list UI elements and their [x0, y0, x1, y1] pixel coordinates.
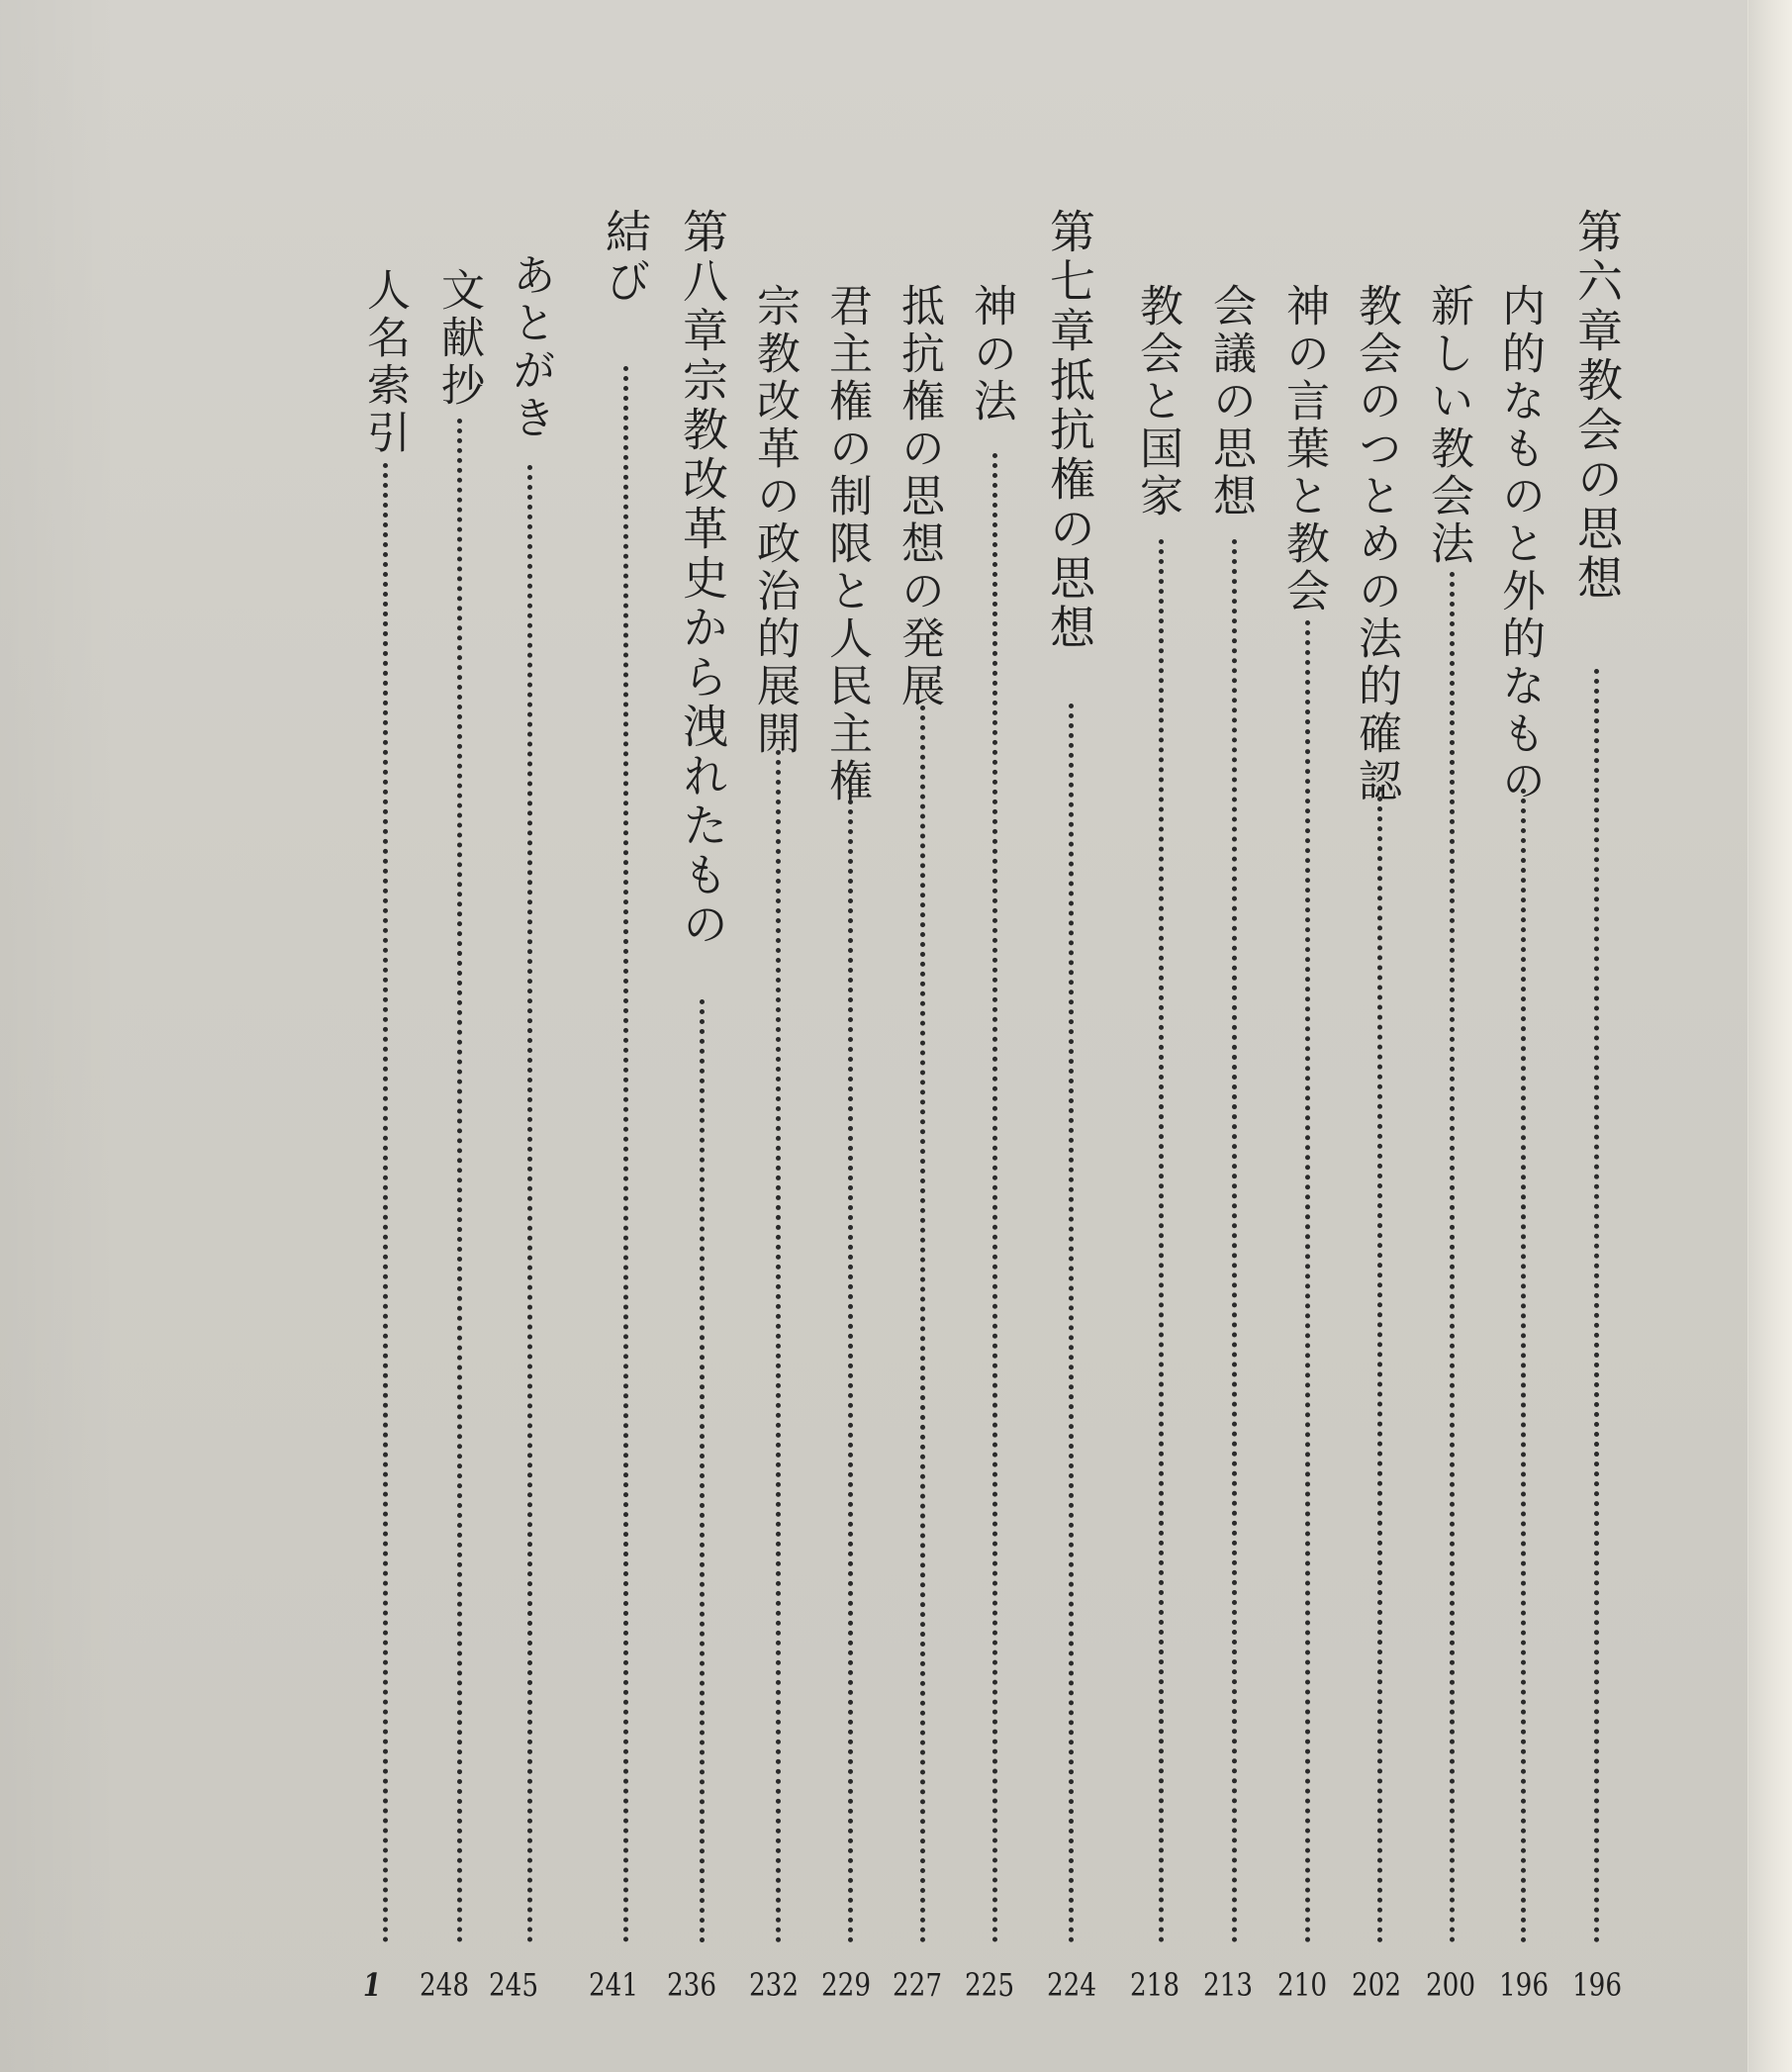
page-number: 210 [1276, 1966, 1328, 2004]
dot-leader [1069, 704, 1074, 1943]
page-number: 213 [1202, 1966, 1254, 2004]
dot-leader [1377, 787, 1382, 1943]
chapter-number: 第六章 [1570, 208, 1624, 356]
page-number: 196 [1571, 1966, 1623, 2004]
page-number: 218 [1129, 1966, 1180, 2004]
dot-leader [776, 750, 781, 1943]
toc-section: あとがき [505, 252, 555, 442]
toc-conclusion [600, 208, 651, 307]
toc-section: 会議の思想 [1205, 283, 1256, 520]
dot-leader [1159, 539, 1164, 1943]
dot-leader [457, 419, 462, 1943]
toc-section: 神の言葉と教会 [1278, 283, 1329, 615]
dot-leader [992, 453, 997, 1943]
chapter-number: 第八章 [676, 208, 729, 356]
dot-leader [1232, 539, 1237, 1943]
chapter-title: 抵抗権の思想 [1043, 356, 1096, 653]
page-number: 225 [964, 1966, 1015, 2004]
toc-chapter-6 [1571, 208, 1623, 604]
dot-leader [1521, 789, 1526, 1943]
page-number: 245 [488, 1966, 539, 2004]
chapter-number: 第七章 [1043, 208, 1096, 356]
page-number: 248 [419, 1966, 470, 2004]
toc-chapter-8 [677, 208, 728, 950]
toc-section: 新しい教会法 [1423, 283, 1473, 568]
toc-back-matter: 文献抄 [433, 267, 484, 410]
toc-section: 神の法 [966, 283, 1016, 425]
page-number: 229 [820, 1966, 872, 2004]
dot-leader [1594, 669, 1599, 1943]
dot-leader [848, 790, 853, 1943]
page-number: 202 [1351, 1966, 1402, 2004]
page-number: 227 [892, 1966, 943, 2004]
chapter-title: 教会の思想 [1570, 356, 1624, 604]
dot-leader [920, 706, 925, 1943]
chapter-title-suffix: び [599, 257, 652, 307]
chapter-title: 宗教改革史から洩れたもの [676, 356, 729, 950]
page-number: 224 [1046, 1966, 1097, 2004]
chapter-title: 結 [599, 208, 652, 257]
toc-section: 君主権の制限と人民主権 [821, 283, 872, 805]
toc-chapter-7 [1044, 208, 1095, 653]
toc-back-matter: 人名索引 [359, 267, 410, 457]
toc-section: 教会と国家 [1132, 283, 1182, 520]
toc-section: 抵抗権の思想の発展 [894, 283, 944, 710]
dot-leader [623, 366, 628, 1943]
dot-leader [527, 465, 532, 1943]
page-number: 1 [362, 1966, 382, 2004]
dot-leader [383, 463, 388, 1943]
toc-section: 教会のつとめの法的確認 [1351, 283, 1401, 805]
page-number: 241 [588, 1966, 639, 2004]
dot-leader [1305, 620, 1310, 1943]
toc-section: 内的なものと外的なもの [1494, 283, 1545, 805]
page-number: 236 [666, 1966, 717, 2004]
dot-leader [1450, 572, 1455, 1943]
page-number: 232 [748, 1966, 800, 2004]
dot-leader [700, 999, 705, 1943]
page-number: 200 [1425, 1966, 1476, 2004]
page-number: 196 [1498, 1966, 1550, 2004]
toc-section: 宗教改革の政治的展開 [749, 283, 800, 758]
